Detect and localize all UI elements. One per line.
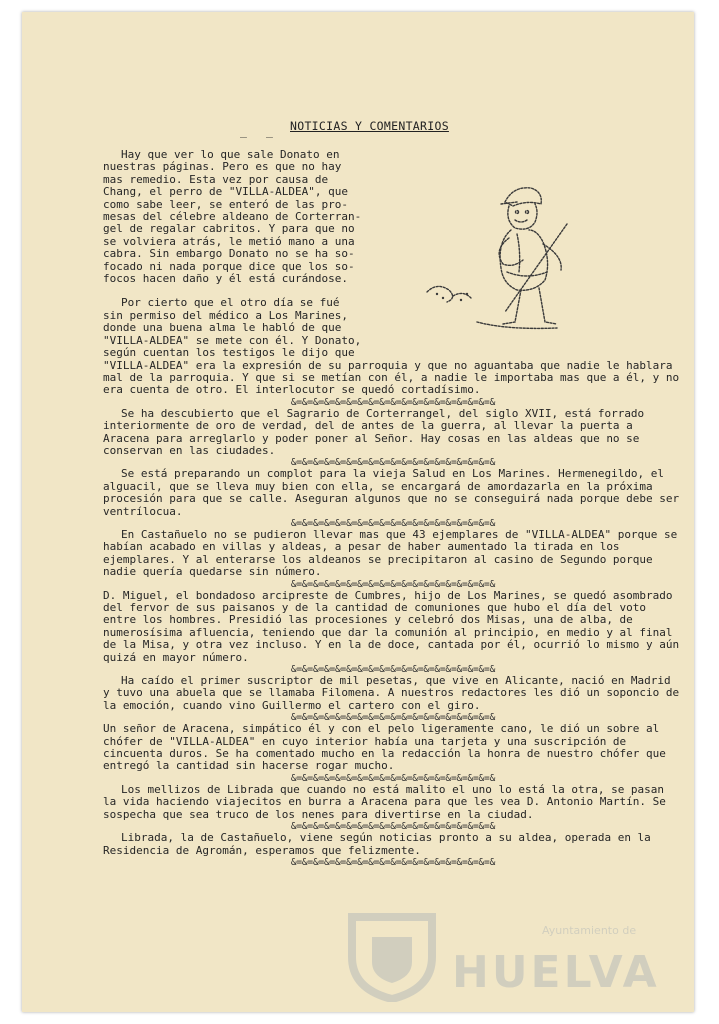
- paragraph-line: Por cierto que el otro día se fué: [121, 296, 340, 310]
- paragraph-line: mesas del célebre aldeano de Corterran-: [103, 210, 362, 224]
- paragraph-line: gel de regalar cabritos. Y para que no: [103, 222, 355, 236]
- paragraph-line: donde una buena alma le habló de que: [103, 321, 342, 335]
- paragraph-line: Hay que ver lo que sale Donato en: [121, 148, 340, 161]
- archive-watermark: [342, 907, 682, 1002]
- paragraph-line: mas remedio. Esta vez por causa de: [103, 172, 329, 186]
- separator: &=&=&=&=&=&=&=&=&=&=&=&=&=&=&=&=&=&=&: [290, 772, 496, 784]
- separator: &=&=&=&=&=&=&=&=&=&=&=&=&=&=&=&=&=&=&: [290, 821, 496, 833]
- separator: &=&=&=&=&=&=&=&=&=&=&=&=&=&=&=&=&=&=&: [290, 578, 496, 590]
- paragraph-line: como sabe leer, se enteró de las pro-: [103, 197, 349, 211]
- paragraph-line: focos hacen daño y él está curándose.: [103, 272, 349, 286]
- paragraph: Librada, la de Castañuelo, viene según noticias pronto a su aldea, operada en la Residencia de Agromán, esperamos que felizmente.: [103, 831, 651, 857]
- paragraph-line: focado ni nada porque dice que los so-: [103, 259, 355, 273]
- page-title: NOTICIAS Y COMENTARIOS: [290, 119, 449, 133]
- separator: &=&=&=&=&=&=&=&=&=&=&=&=&=&=&=&=&=&=&: [290, 517, 496, 529]
- paragraph: Se ha descubierto que el Sagrario de Corterrangel, del siglo XVII, está forrado interiormente de oro de verdad, del de antes de la guerra, al llevar la puerta a Aracena para arreglarlo y poder poner al Señor. Hay cosas en las aldeas que no se conservan en las ciudades.: [103, 406, 645, 457]
- watermark-small-text: Ayuntamiento de: [542, 924, 637, 937]
- separator: &=&=&=&=&=&=&=&=&=&=&=&=&=&=&=&=&=&=&: [290, 712, 496, 724]
- paragraph: Ha caído el primer suscriptor de mil pesetas, que vive en Alicante, nació en Madrid y tuvo una abuela que se llamaba Filomena. A nuestros redactores les dió un soponcio de la emoción, cuando vino Guillermo el cartero con el giro.: [103, 674, 680, 712]
- paragraph: En Castañuelo no se pudieron llevar mas que 43 ejemplares de "VILLA-ALDEA" porque se habían acabado en villas y aldeas, a pesar de haber aumentado la tirada en los ejemplares. Y al enterarse los aldeanos se precipitaron al casino de Segundo porque nadie quería quedarse sin número.: [103, 527, 678, 579]
- paragraph: Los mellizos de Librada que cuando no está malito el uno lo está la otra, se pasan la vida haciendo viajecitos en burra a Aracena para que les vea D. Antonio Martín. Se sospecha que sea truco de los nenes para divertirse en la ciudad.: [103, 782, 666, 821]
- paragraph: D. Miguel, el bondadoso arcipreste de Cumbres, hijo de Los Marines, se quedó asombrado del fervor de sus paisanos y de la cantidad de comuniones que hubo el día del voto entre los hombres. Presidió las procesiones y celebró dos Misas, una de alba, de numerosísima afluencia, teniendo que dar la comunión al principio, en medio y al final de la Misa, y otra vez incluso. Y en la de doce, cantada por él, ocurrió lo mismo y aún quizá en mayor número.: [103, 588, 680, 664]
- watermark-big-text: HUELVA: [452, 947, 660, 998]
- separator: &=&=&=&=&=&=&=&=&=&=&=&=&=&=&=&=&=&=&: [290, 457, 496, 469]
- paragraph: "VILLA-ALDEA" era la expresión de su parroquia y que no aguantaba que nadie le hablara mal de la parroquia. Y que si se metían con él, a nadie le importaba mas que a él, y no era cuenta de otro. El interlocutor se quedó cortadísimo.: [103, 358, 680, 397]
- shield-icon: [342, 907, 442, 1002]
- paragraph-line: sin permiso del médico a Los Marines,: [103, 308, 349, 322]
- title-dash: _: [266, 124, 273, 138]
- separator: &=&=&=&=&=&=&=&=&=&=&=&=&=&=&=&=&=&=&: [290, 856, 496, 868]
- paragraph: Un señor de Aracena, simpático él y con el pelo ligeramente cano, le dió un sobre al chófer de "VILLA-ALDEA" en cuyo interior había una tarjeta y una suscripción de cincuenta duros. Se ha comentado mucho en la redacción la honra de nuestro chófer que entregó la cantidad sin hacerse rogar mucho.: [103, 722, 666, 773]
- paragraph-line: se volviera atrás, le metió mano a una: [103, 234, 355, 248]
- paragraph-line: según cuentan los testigos le dijo que: [103, 346, 355, 360]
- paragraph-line: nuestras páginas. Pero es que no hay: [103, 160, 342, 174]
- title-dash: _: [240, 124, 247, 138]
- paragraph-line: "VILLA-ALDEA" se mete con él. Y Donato,: [103, 333, 362, 347]
- paragraph-line: Chang, el perro de "VILLA-ALDEA", que: [103, 185, 349, 199]
- paragraph: Se está preparando un complot para la vieja Salud en Los Marines. Hermenegildo, el alguacil, que se lleva muy bien con ella, se encargará de amordazarla en la próxima procesión para que se calle. Aseguran algunos que no se conseguirá nada porque debe ser ventrílocua.: [103, 467, 680, 518]
- paragraph-line: cabra. Sin embargo Donato no se ha so-: [103, 247, 355, 261]
- paper-sheet: [22, 12, 694, 1012]
- document-body: [103, 149, 683, 868]
- separator: &=&=&=&=&=&=&=&=&=&=&=&=&=&=&=&=&=&=&: [290, 396, 496, 408]
- separator: &=&=&=&=&=&=&=&=&=&=&=&=&=&=&=&=&=&=&: [290, 664, 496, 676]
